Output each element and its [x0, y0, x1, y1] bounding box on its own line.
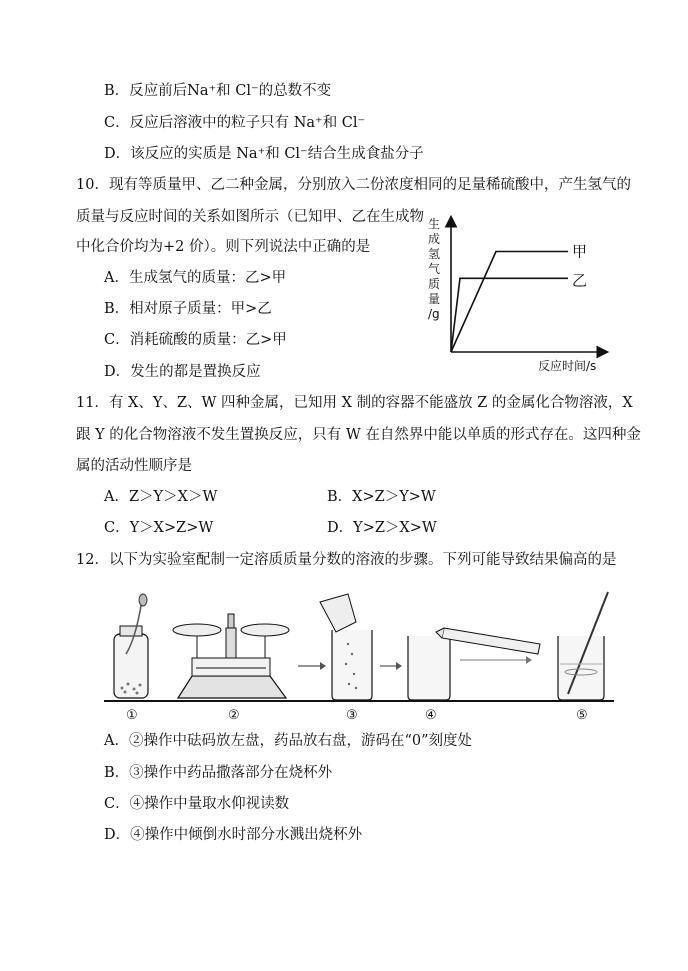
series-line-jia — [451, 252, 568, 353]
beaker-stirring-icon — [558, 592, 608, 700]
q10-stem-line2: 质量与反应时间的关系如图所示（已知甲、乙在生成物 — [76, 209, 424, 225]
q10-option-c: C．消耗硫酸的质量：乙>甲 — [104, 332, 287, 348]
q10-stem-line1: 10．现有等质量甲、乙二种金属，分别放入二份浓度相同的足量稀硫酸中，产生氢气的 — [76, 177, 631, 193]
q11-option-c: C．Y＞X>Z>W — [104, 520, 214, 536]
q10-option-d: D．发生的都是置换反应 — [104, 364, 261, 380]
hydrogen-mass-graph — [420, 210, 620, 380]
step-label-4: ④ — [425, 708, 437, 723]
q9-option-d: D．该反应的实质是 Na⁺和 Cl⁻结合生成食盐分子 — [104, 146, 424, 162]
q12-option-d: D．④操作中倾倒水时部分水溅出烧杯外 — [104, 827, 363, 843]
balance-icon — [173, 614, 289, 698]
q11-stem-line3: 属的活动性顺序是 — [76, 458, 192, 474]
beaker-solid-icon — [320, 594, 372, 700]
q11-stem-line1: 11．有 X、Y、Z、W 四种金属，已知用 X 制的容器不能盛放 Z 的金属化合物溶液，X — [76, 395, 633, 411]
q9-option-c: C．反应后溶液中的粒子只有 Na⁺和 Cl⁻ — [104, 115, 366, 131]
q12-stem: 12．以下为实验室配制一定溶质质量分数的溶液的步骤。下列可能导致结果偏高的是 — [76, 552, 617, 568]
beaker-water-icon — [408, 628, 540, 700]
y-axis-label-2: 氢 — [428, 247, 441, 261]
y-axis-label-6: /g — [428, 307, 440, 321]
q10-option-b: B．相对原子质量：甲>乙 — [104, 301, 272, 317]
q11-option-b: B．X>Z＞Y>W — [327, 489, 436, 505]
reagent-bottle-icon — [114, 594, 148, 698]
y-axis-label-1: 成 — [428, 232, 441, 246]
step-label-5: ⑤ — [576, 708, 588, 723]
q11-option-a: A．Z＞Y＞X＞W — [104, 489, 218, 505]
step-label-2: ② — [228, 708, 240, 723]
q10-option-a: A．生成氢气的质量：乙>甲 — [104, 270, 287, 286]
series-label-jia: 甲 — [572, 242, 588, 261]
q12-option-c: C．④操作中量取水仰视读数 — [104, 796, 290, 812]
x-axis-label: 反应时间/s — [538, 359, 597, 373]
q12-option-b: B．③操作中药品撒落部分在烧杯外 — [104, 765, 333, 781]
q11-option-d: D．Y>Z＞X>W — [327, 520, 437, 536]
y-axis-label-0: 生 — [428, 217, 441, 231]
q11-stem-line2: 跟 Y 的化合物溶液不发生置换反应，只有 W 在自然界中能以单质的形式存在。这四种金 — [76, 427, 641, 443]
q9-option-b: B．反应前后Na⁺和 Cl⁻的总数不变 — [104, 83, 332, 99]
q10-stem-line3: 中化合价均为+2 价）。则下列说法中正确的是 — [76, 239, 371, 255]
y-axis-label-3: 气 — [428, 262, 441, 276]
y-axis-label-4: 质 — [428, 277, 441, 291]
step-label-1: ① — [126, 708, 138, 723]
q12-option-a: A．②操作中砝码放左盘，药品放右盘，游码在“0”刻度处 — [104, 733, 473, 749]
solution-preparation-figure — [100, 588, 620, 723]
y-axis-label-5: 量 — [428, 292, 441, 306]
series-label-yi: 乙 — [572, 271, 588, 290]
series-line-yi — [451, 278, 568, 352]
step-label-3: ③ — [346, 708, 358, 723]
